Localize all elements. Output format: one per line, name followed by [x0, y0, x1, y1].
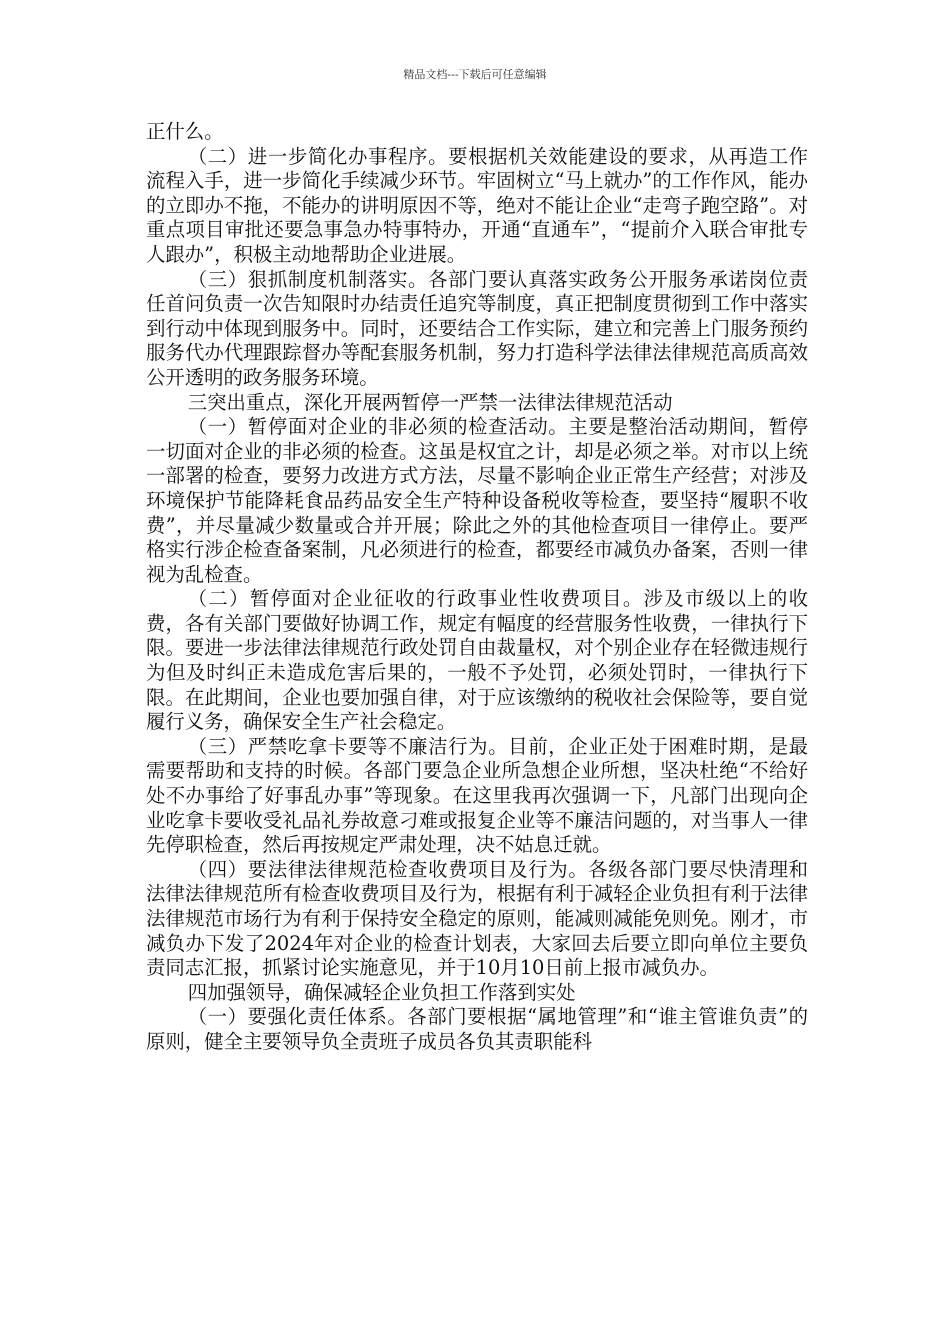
- paragraph: （三）狠抓制度机制落实。各部门要认真落实政务公开服务承诺岗位责任首问负责一次告知限时办结责任追究等制度，真正把制度贯彻到工作中落实到行动中体现到服务中。同时，还要结合工作实际，建立和完善上门服务预约服务代办代理跟踪督办等配套服务机制，努力打造科学法律法律规范高质高效公开透明的政务服务环境。: [146, 267, 808, 389]
- paragraph: 四加强领导，确保减轻企业负担工作落到实处: [187, 980, 576, 1004]
- page-header: 精品文档---下载后可任意编辑: [403, 68, 547, 81]
- paragraph: （四）要法律法律规范检查收费项目及行为。各级各部门要尽快清理和法律法律规范所有检查收费项目及行为，根据有利于减轻企业负担有利于法律法律规范市场行为有利于保持安全稳定的原则，能减则减能免则免。刚才，市减负办下发了2024年对企业的检查计划表，大家回去后要立即向单位主要负责同志汇报，抓紧讨论实施意见，并于10月10日前上报市减负办。: [146, 857, 808, 980]
- paragraph: （一）要强化责任体系。各部门要根据“属地管理”和“谁主管谁负责”的原则，健全主要领导负全责班子成员各负其责职能科: [146, 1005, 808, 1053]
- paragraph: （二）暂停面对企业征收的行政事业性收费项目。涉及市级以上的收费，各有关部门要做好协调工作，规定有幅度的经营服务性收费，一律执行下限。要进一步法律法律规范行政处罚自由裁量权，对个别企业存在轻微违规行为但及时纠正未造成危害后果的，一般不予处罚，必须处罚时，一律执行下限。在此期间，企业也要加强自律，对于应该缴纳的税收社会保险等，要自觉履行义务，确保安全生产社会稳定。: [146, 587, 808, 734]
- paragraph: 三突出重点，深化开展两暂停一严禁一法律法律规范活动: [187, 390, 673, 414]
- paragraph: （二）进一步简化办事程序。要根据机关效能建设的要求，从再造工作流程入手，进一步简化手续减少环节。牢固树立“马上就办”的工作作风，能办的立即办不拖，不能办的讲明原因不等，绝对不能让企业“走弯子跑空路”。对重点项目审批还要急事急办特事特办，开通“直通车”，“提前介入联合审批专人跟办”，积极主动地帮助企业进展。: [146, 144, 808, 266]
- document-body: [146, 120, 808, 1055]
- paragraph: （三）严禁吃拿卡要等不廉洁行为。目前，企业正处于困难时期，是最需要帮助和支持的时候。各部门要急企业所急想企业所想，坚决杜绝“不给好处不办事给了好事乱办事”等现象。在这里我再次强调一下，凡部门出现向企业吃拿卡要收受礼品礼券故意刁难或报复企业等不廉洁问题的，对当事人一律先停职检查，然后再按规定严肃处理，决不姑息迁就。: [146, 734, 808, 857]
- paragraph: 正什么。: [146, 120, 224, 143]
- paragraph: （一）暂停面对企业的非必须的检查活动。主要是整治活动期间，暂停一切面对企业的非必须的检查。这虽是权宜之计，却是必须之举。对市以上统一部署的检查，要努力改进方式方法，尽量不影响企业正常生产经营；对涉及环境保护节能降耗食品药品安全生产特种设备税收等检查，要坚持“履职不收费”，并尽量减少数量或合并开展；除此之外的其他检查项目一律停止。要严格实行涉企检查备案制，凡必须进行的检查，都要经市减负办备案，否则一律视为乱检查。: [146, 415, 808, 586]
